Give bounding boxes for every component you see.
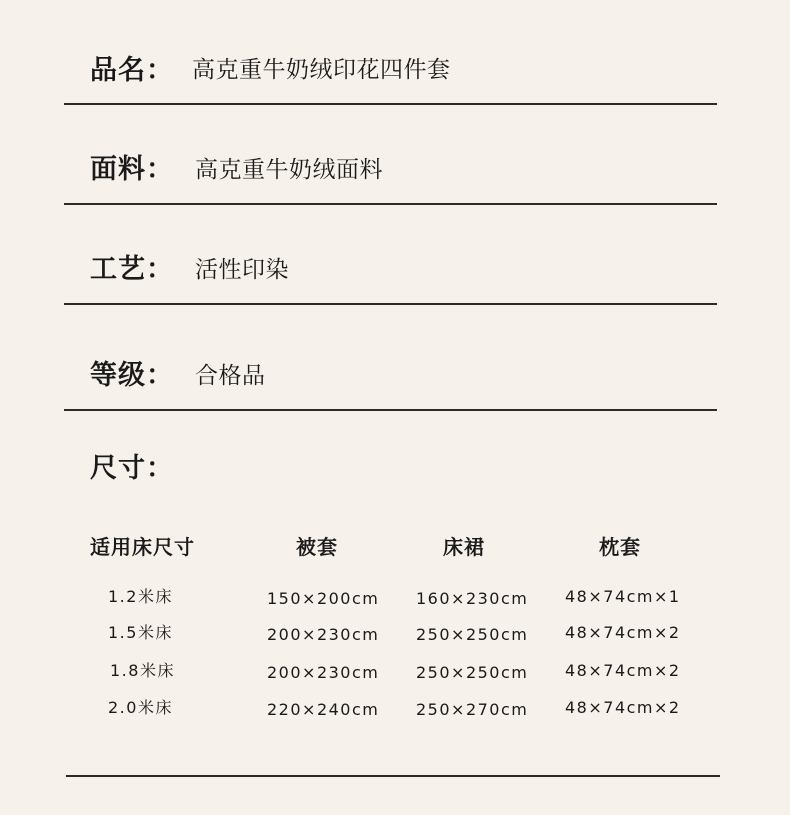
spec-label-grade: 等级：: [90, 360, 174, 391]
size-table-header-bedskirt: 床裙: [443, 535, 485, 559]
size-table-cell-bed: 1.2米床: [108, 587, 173, 606]
spec-label-process: 工艺：: [90, 254, 174, 285]
size-table-cell-bedskirt: 160×230cm: [416, 589, 529, 608]
size-table-cell-bed: 2.0米床: [108, 698, 173, 717]
spec-value-process: 活性印染: [195, 257, 289, 283]
size-table-header-duvet: 被套: [296, 535, 338, 559]
size-table-cell-duvet: 220×240cm: [267, 700, 380, 719]
spec-label-name: 品名：: [90, 55, 174, 86]
size-table-cell-bed: 1.5米床: [108, 623, 173, 642]
spec-value-grade: 合格品: [195, 363, 266, 389]
size-table-cell-duvet: 150×200cm: [267, 589, 380, 608]
size-table-cell-duvet: 200×230cm: [267, 663, 380, 682]
divider: [66, 775, 720, 777]
divider: [64, 203, 717, 205]
size-table-cell-bedskirt: 250×250cm: [416, 625, 529, 644]
size-table-header-pillowcase: 枕套: [599, 535, 641, 559]
size-table-cell-pillowcase: 48×74cm×2: [565, 698, 681, 717]
size-table-cell-pillowcase: 48×74cm×1: [565, 587, 681, 606]
divider: [64, 103, 717, 105]
size-table-cell-bedskirt: 250×270cm: [416, 700, 529, 719]
size-table-header-bed: 适用床尺寸: [90, 535, 195, 559]
divider: [64, 303, 717, 305]
size-table-cell-pillowcase: 48×74cm×2: [565, 661, 681, 680]
size-table-cell-bed: 1.8米床: [110, 661, 175, 680]
size-table-cell-pillowcase: 48×74cm×2: [565, 623, 681, 642]
spec-value-fabric: 高克重牛奶绒面料: [195, 157, 383, 183]
size-table-cell-bedskirt: 250×250cm: [416, 663, 529, 682]
spec-value-name: 高克重牛奶绒印花四件套: [192, 57, 451, 83]
size-section-label: 尺寸：: [90, 453, 174, 484]
spec-label-fabric: 面料：: [90, 154, 174, 185]
size-table-cell-duvet: 200×230cm: [267, 625, 380, 644]
divider: [64, 409, 717, 411]
